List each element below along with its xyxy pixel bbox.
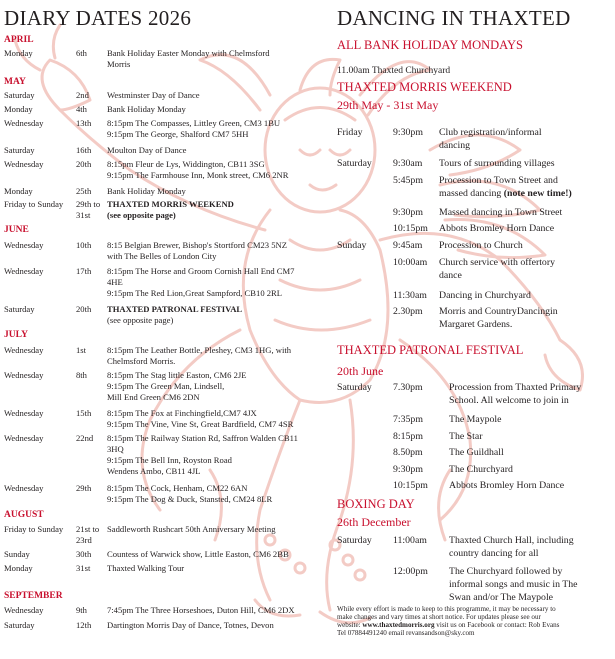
month-august: AUGUST [4,510,44,520]
boxing-heading: BOXING DAY [337,497,415,511]
month-september: SEPTEMBER [4,591,63,601]
month-july: JULY [4,330,28,340]
patronal-heading: THAXTED PATRONAL FESTIVAL [337,343,524,357]
month-june: JUNE [4,225,29,235]
weekend-heading: THAXTED MORRIS WEEKEND [337,80,512,94]
bank-holiday-heading: ALL BANK HOLIDAY MONDAYS [337,38,524,52]
bank-holiday-text: 11.00am Thaxted Churchyard [337,66,451,76]
patronal-date: 20th June [337,364,384,378]
diary-title: DIARY DATES 2026 [4,6,192,30]
website-link[interactable]: www.thaxtedmorris.org [362,621,435,629]
footer-note: While every effort is made to keep to this programme, it may be necessary to make changes and vary times at short notice. For updates please see our website: www.thaxtedmorris.org visit us on Facebook or contact: Rob Evans Tel 07884491240 email revansandson@sky.com [337,605,560,637]
new-time-note: (note new time!) [503,188,572,199]
month-april: APRIL [4,35,34,45]
boxing-date: 26th December [337,515,411,529]
dancing-title: DANCING IN THAXTED [337,6,571,30]
weekend-dates: 29th May - 31st May [337,98,439,112]
month-may: MAY [4,77,26,87]
